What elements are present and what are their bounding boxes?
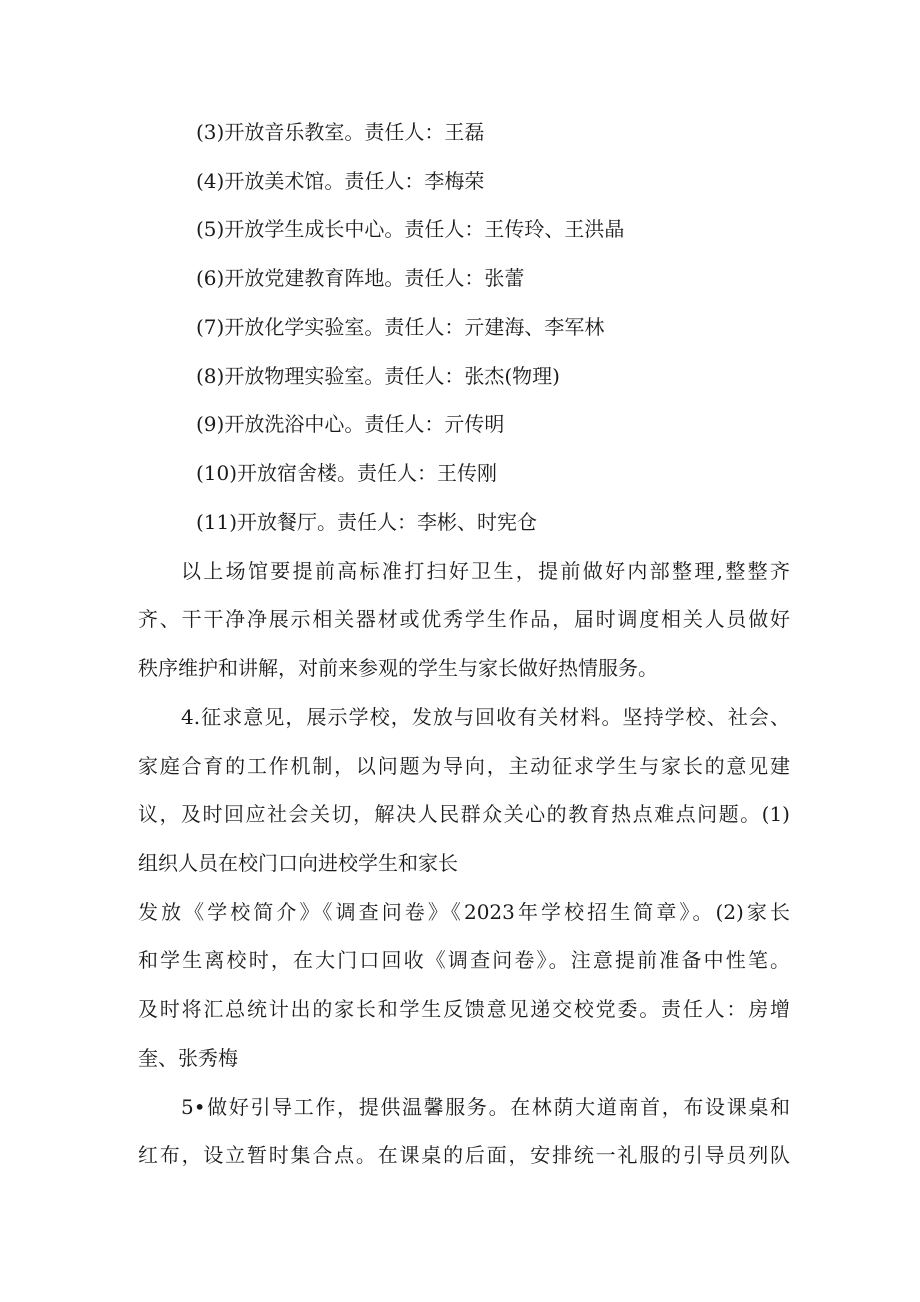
paragraph-line: 和学生离校时，在大门口回收《调查问卷》。注意提前准备中性笔。 [138,948,790,972]
list-item: (3)开放音乐教室。责任人：王磊 [196,120,485,144]
paragraph-line: 奎、张秀梅 [138,1046,238,1070]
list-item: (6)开放党建教育阵地。责任人：张蕾 [196,266,525,290]
paragraph-line: 及时将汇总统计出的家长和学生反馈意见递交校党委。责任人：房增 [138,997,790,1021]
paragraph-line: 组织人员在校门口向进校学生和家长 [138,851,458,875]
paragraph-line: 以上场馆要提前高标准打扫好卫生，提前做好内部整理,整整齐 [181,559,790,583]
list-item: (4)开放美术馆。责任人：李梅荣 [196,169,485,193]
list-item: (10)开放宿舍楼。责任人：王传刚 [196,461,498,485]
paragraph-line: 红布，设立暂时集合点。在课桌的后面，安排统一礼服的引导员列队 [138,1143,790,1167]
paragraph-line: 发放《学校简介》《调查问卷》《2023年学校招生简章》。(2)家长 [138,900,790,924]
list-item: (8)开放物理实验室。责任人：张杰(物理) [196,364,560,388]
paragraph-line: 秩序维护和讲解，对前来参观的学生与家长做好热情服务。 [138,656,658,680]
list-item: (5)开放学生成长中心。责任人：王传玲、王洪晶 [196,217,625,241]
paragraph-line: 齐、干干净净展示相关器材或优秀学生作品，届时调度相关人员做好 [138,607,790,631]
list-item: (7)开放化学实验室。责任人：亓建海、李军林 [196,315,605,339]
paragraph-line: 4.征求意见，展示学校，发放与回收有关材料。坚持学校、社会、 [181,705,790,729]
list-item: (9)开放洗浴中心。责任人：亓传明 [196,412,505,436]
paragraph-line: 家庭合育的工作机制，以问题为导向，主动征求学生与家长的意见建 [138,754,790,778]
paragraph-line: 议，及时回应社会关切，解决人民群众关心的教育热点难点问题。(1) [138,802,790,826]
list-item: (11)开放餐厅。责任人：李彬、时宪仓 [196,510,538,534]
paragraph-line: 5•做好引导工作，提供温馨服务。在林荫大道南首，布设课桌和 [181,1095,790,1119]
